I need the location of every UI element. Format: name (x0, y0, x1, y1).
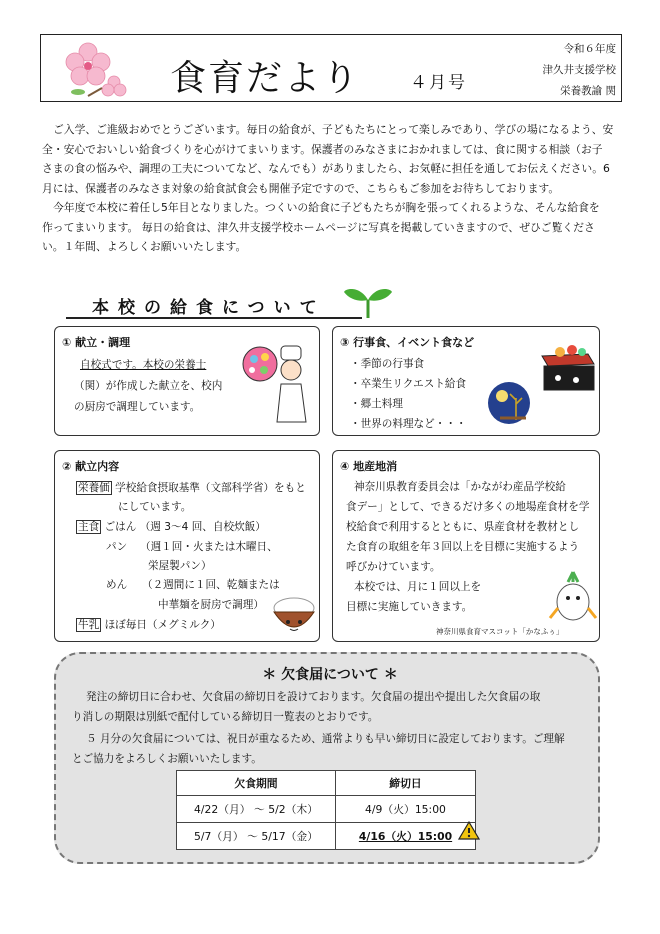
cherry-blossom-icon (58, 38, 134, 100)
noodle-text: （２週間に１回、乾麺または (142, 579, 280, 591)
bread-text-2: 栄屋製パン） (148, 560, 212, 572)
deadline-table (176, 770, 476, 850)
box3-item: ・季節の行事食 (350, 358, 425, 370)
milk-label: 牛乳 (78, 619, 100, 631)
nutrition-text: 学校給食摂取基準（文部科学省）をもと (115, 482, 306, 494)
school-name: 津久井支援学校 (542, 64, 616, 76)
absence-line: ５ 月分の欠食届については、祝日が重なるため、通常よりも早い締切日に設定しております。ご理解 (86, 733, 565, 745)
box3-item: ・郷土料理 (350, 398, 403, 410)
intro-line: 月には、保護者のみなさま対象の給食試食会も開催予定ですので、こちらもご参加をお待ちしております。 (42, 181, 560, 195)
section-underline (66, 317, 362, 319)
warning-icon (458, 820, 480, 840)
section-title: 本校の給食について (92, 298, 326, 318)
staple-row (76, 518, 266, 538)
nutrition-text-2: にしています。 (118, 501, 192, 513)
box1-heading: ① 献立・調理 (62, 336, 131, 349)
box1-line: 自校式です。本校の栄養士 (80, 359, 207, 371)
nutrition-row (76, 479, 306, 499)
nutrition-label: 栄養価 (78, 482, 110, 494)
absence-title: ＊ 欠食届について ＊ (262, 667, 398, 683)
intro-line: さまの食の悩みや、調理の工夫についてなど、なんでも）がありましたら、お気軽に担任を通してお伝えください。6 (42, 162, 610, 175)
rice-bowl-illustration (270, 594, 318, 640)
deadline: 4/9（火）15:00 (336, 796, 476, 823)
table-header: 欠食期間 (177, 771, 336, 796)
intro-line: い。１年間、よろしくお願いいたします。 (42, 240, 247, 253)
absence-line: とご協力をよろしくお願いいたします。 (72, 753, 262, 765)
mascot-caption: 神奈川県食育マスコット「かなふぅ」 (436, 627, 564, 636)
moon-viewing-illustration (486, 380, 532, 426)
newsletter-title: 食育だより (170, 58, 361, 99)
table-header-row (177, 771, 476, 796)
bread-text: （週１回・火または木曜日、 (140, 541, 278, 553)
staple-label: 主食 (78, 521, 100, 533)
deadline-highlight: 4/16（火）15:00 (336, 823, 476, 850)
box4-line: 神奈川県教育委員会は「かながわ産品学校給 (354, 481, 566, 493)
table-row (177, 823, 476, 850)
author: 栄養教諭 関 (560, 85, 616, 97)
absence-period: 4/22（月） ～ 5/2（木） (177, 796, 336, 823)
absence-period: 5/7（月） ～ 5/17（金） (177, 823, 336, 850)
box4-heading: ④ 地産地消 (340, 460, 398, 473)
box4-line: 呼びかけています。 (346, 561, 441, 573)
milk-text: ほぼ毎日（メグミルク） (104, 619, 221, 631)
rice-text: ごはん （週 3～4 回、自校炊飯） (104, 521, 266, 533)
intro-line: ご入学、ご進級おめでとうございます。毎日の給食が、子どもたちにとって楽しみであり、学びの場になるよう、安 (53, 123, 614, 136)
box3-heading: ③ 行事食、イベント食など (340, 336, 475, 349)
cook-illustration (240, 342, 314, 428)
noodle-text-2: 中華麺を厨房で調理） (158, 599, 264, 611)
absence-line: 発注の締切日に合わせ、欠食届の締切日を設けております。欠食届の提出や提出した欠食届の取 (86, 691, 541, 703)
box4-line: 目標に実施していきます。 (346, 601, 473, 613)
kanafu-mascot-illustration (548, 568, 598, 626)
box1-line: （関）が作成した献立を、校内 (74, 380, 223, 392)
school-year: 令和６年度 (563, 43, 616, 55)
intro-line: 全・安心でおいしい給食づくりを心がけてまいります。保護者のみなさまにおかれましては、食に関する相談（お子 (42, 142, 603, 156)
milk-row (76, 616, 221, 636)
intro-line: 今年度で本校に着任し5年目となりました。つくいの給食に子どもたちが胸を張ってくれるような、そんな給食を (53, 201, 600, 214)
noodle-label: めん (106, 579, 128, 591)
box1-line: の厨房で調理しています。 (74, 401, 201, 413)
absence-line: り消しの期限は別紙で配付している締切日一覧表のとおりです。 (72, 711, 379, 723)
sprout-icon (342, 282, 394, 320)
issue-label: ４月号 (410, 73, 467, 93)
box3-item: ・卒業生リクエスト給食 (350, 378, 467, 390)
box4-line: 食デー」として、できるだけ多くの地場産食材を学 (346, 501, 590, 513)
box3-item: ・世界の料理など・・・ (350, 418, 467, 430)
bread-label: パン (106, 541, 128, 553)
box2-heading: ② 献立内容 (62, 460, 120, 473)
table-header: 締切日 (336, 771, 476, 796)
intro-text (42, 120, 622, 257)
box4-line: た食育の取組を年３回以上を目標に実施するよう (346, 541, 580, 553)
box4-line: 本校では、月に１回以上を (354, 581, 482, 593)
osechi-box-illustration (536, 334, 598, 394)
box4-line: 校給食で利用するとともに、県産食材を教材とし (346, 521, 580, 533)
table-row (177, 796, 476, 823)
intro-line: 作ってまいります。 毎日の給食は、津久井支援学校ホームページに写真を掲載していきますので、ぜひご覧くださ (42, 220, 595, 234)
